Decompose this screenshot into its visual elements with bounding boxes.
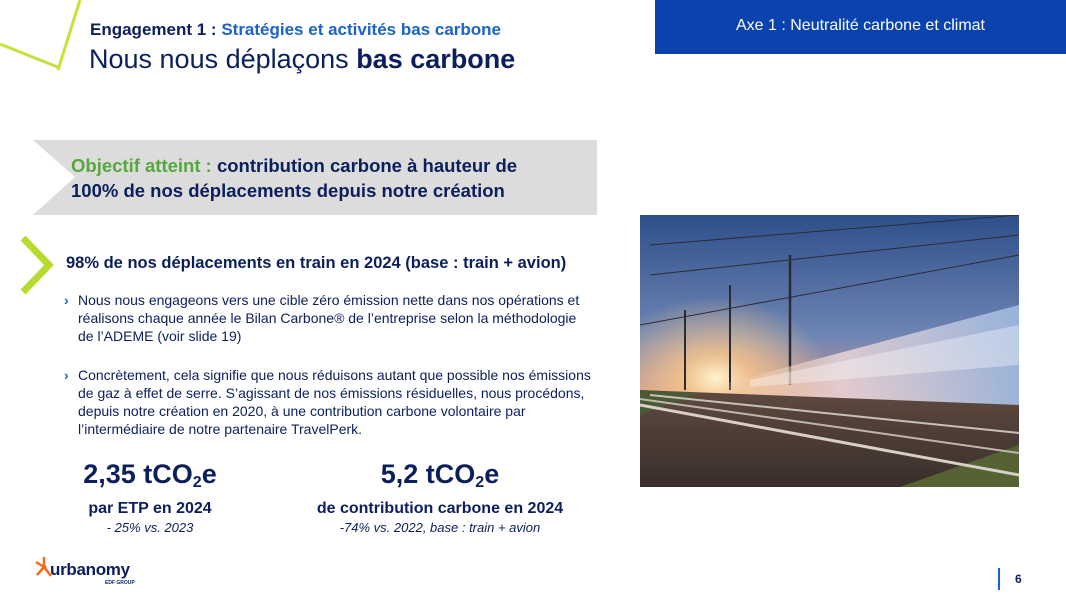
stat-label: de contribution carbone en 2024 xyxy=(316,500,564,517)
bullet-item xyxy=(64,366,594,438)
page-title xyxy=(89,44,515,75)
logo-group: EDF GROUP xyxy=(105,580,135,586)
stat-label: par ETP en 2024 xyxy=(88,500,212,517)
bullet-text: Nous nous engageons vers une cible zéro émission nette dans nos opérations et réalisons chaque année le Bilan Carbone® de l’entreprise selon la méthodologie de l’ADEME (voir slide 19) xyxy=(78,292,580,344)
bullet-item xyxy=(64,291,594,345)
title-bold: bas carbone xyxy=(356,44,516,74)
decorative-lines xyxy=(0,0,95,80)
engagement-label: Engagement 1 : xyxy=(90,20,222,39)
bullet-chevron-icon: › xyxy=(64,292,69,308)
engagement-topic: Stratégies et activités bas carbone xyxy=(221,20,501,39)
stat-contribution xyxy=(280,458,600,536)
headline: 98% de nos déplacements en train en 2024 (base : train + avion) xyxy=(66,254,567,272)
objective-line2: 100% de nos déplacements depuis notre création xyxy=(71,180,505,201)
axis-badge: Axe 1 : Neutralité carbone et climat xyxy=(655,0,1066,54)
stat-per-fte xyxy=(40,458,260,536)
page-number-divider xyxy=(998,568,1000,590)
chevron-right-icon xyxy=(17,235,57,295)
objective-status: Objectif atteint : xyxy=(71,155,212,176)
stat-note: - 25% vs. 2023 xyxy=(106,520,194,535)
stat-value: 5,2 tCO$_2$e xyxy=(380,459,500,491)
engagement-heading xyxy=(90,20,501,40)
train-photo xyxy=(640,215,1019,487)
objective-line1: contribution carbone à hauteur de xyxy=(211,155,518,176)
objective-text xyxy=(71,153,591,203)
logo-wordmark: urbanomy xyxy=(50,560,130,579)
page-number: 6 xyxy=(1015,572,1022,586)
stat-note: -74% vs. 2022, base : train + avion xyxy=(339,520,541,535)
title-regular: Nous nous déplaçons xyxy=(89,44,357,74)
stat-value: 2,35 tCO$_2$e xyxy=(83,459,217,491)
bullet-chevron-icon: › xyxy=(64,367,69,383)
bullet-text: Concrètement, cela signifie que nous réduisons autant que possible nos émissions de gaz à effet de serre. S’agissant de nos émissions résiduelles, nous procédons, depuis notre création en 2020, à une contribution carbone volontaire par l’intermédiaire de notre partenaire TravelPerk. xyxy=(78,367,591,437)
